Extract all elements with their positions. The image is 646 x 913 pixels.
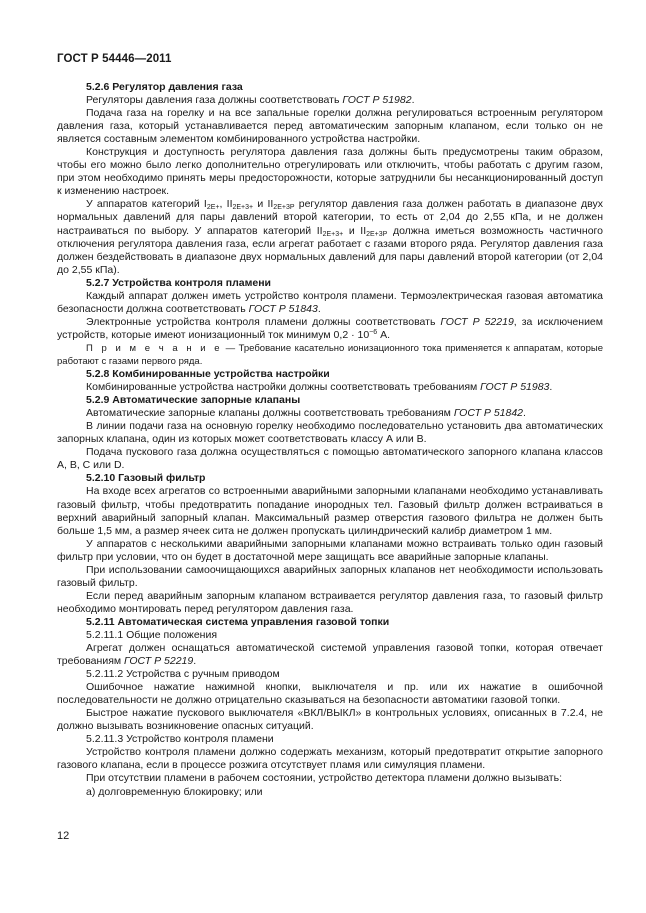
standard-reference: ГОСТ Р 51843 (248, 302, 318, 315)
paragraph-text: Каждый аппарат должен иметь устройство контроля пламени. Термоэлектрическая газовая автоматика безопасности должна соответствовать (57, 289, 603, 315)
subsection-5-2-11-1-paragraph-1 (57, 642, 603, 668)
category-subscript: 2E+3P (273, 204, 295, 212)
category-subscript: 2E+3P (366, 230, 388, 238)
paragraph-text: Автоматические запорные клапаны должны соответствовать требованиям (86, 407, 454, 420)
note-label: П р и м е ч а н и е (86, 342, 223, 354)
paragraph-text: У аппаратов категорий I (86, 198, 207, 211)
standard-reference: ГОСТ Р 51982 (342, 94, 412, 107)
list-item-a: а) долговременную блокировку; или (86, 785, 263, 798)
paragraph-text: . (193, 655, 197, 668)
section-5-2-10-paragraph-4: Если перед аварийным запорным клапаном встраивается регулятор давления газа, то газовый фильтр необходимо монтировать перед регулятором давления газа. (57, 589, 603, 615)
section-5-2-9-heading: 5.2.9 Автоматические запорные клапаны (86, 394, 301, 407)
section-5-2-6-paragraph-1 (57, 94, 603, 107)
standard-reference: ГОСТ Р 52219 (440, 315, 514, 328)
section-5-2-10-paragraph-3: При использовании самоочищающихся аварийных запорных клапанов нет необходимости использовать газовый фильтр. (57, 563, 603, 589)
subsection-5-2-11-3-paragraph-1: Устройство контроля пламени должно содержать механизм, который предотвратит открытие запорного газового клапана, если в процессе розжига отсутствует пламя или симуляция пламени. (57, 746, 603, 772)
section-5-2-6-paragraph-3: Конструкция и доступность регулятора давления газа должны быть предусмотрены таким образом, чтобы его можно было легко дополнительно отрегулировать или отключить, чтобы работать с другим газом, при этом необходимо принять меры предосторожности, которые затруднили бы несанкционированный доступ к изменению настроек. (57, 146, 603, 198)
paragraph-text: Агрегат должен оснащаться автоматической системой управления газовой топки, которая отвечает требованиям (57, 642, 603, 668)
subsection-5-2-11-3-paragraph-2: При отсутствии пламени в рабочем состоянии, устройство детектора пламени должно вызывать: (86, 772, 563, 785)
paragraph-text: . (411, 94, 415, 107)
standard-reference: ГОСТ Р 52219 (124, 655, 194, 668)
standard-reference: ГОСТ Р 51842 (453, 407, 524, 420)
paragraph-text: , за исключением устройств, которые имеют ионизационный ток минимум 0,2 · 10 (57, 315, 603, 341)
category-subscript: 2E+3+ (322, 230, 344, 238)
page-number: 12 (57, 830, 70, 842)
paragraph-text: . (549, 381, 553, 394)
standard-reference: ГОСТ Р 51983 (480, 381, 550, 394)
subsection-5-2-11-1-heading: 5.2.11.1 Общие положения (86, 628, 218, 641)
paragraph-text: Комбинированные устройства настройки должны соответствовать требованиям (86, 381, 481, 394)
section-5-2-9-paragraph-1 (57, 407, 603, 420)
paragraph-text: А. (377, 328, 390, 341)
paragraph-text: и II (253, 198, 274, 211)
section-5-2-9-paragraph-3: Подача пускового газа должна осуществляться с помощью автоматического запорного клапана классов А, В, С или D. (57, 446, 603, 472)
note (57, 342, 603, 368)
note-text: — Требование касательно ионизационного тока применяется к аппаратам, которые работают с газами первого ряда. (57, 342, 603, 367)
paragraph-text: , II (219, 198, 233, 211)
section-5-2-10-heading: 5.2.10 Газовый фильтр (86, 472, 206, 485)
section-5-2-9-paragraph-2: В линии подачи газа на основную горелку необходимо последовательно установить два автоматических запорных клапана, один из которых может соответствовать классу А или В. (57, 420, 603, 446)
section-5-2-6-paragraph-4 (57, 198, 603, 276)
section-5-2-10-paragraph-2: У аппаратов с несколькими аварийными запорными клапанами можно встраивать только один газовый фильтр при условии, что он будет в достаточной мере защищать все аварийные запорные клапаны. (57, 537, 603, 563)
section-5-2-7-paragraph-2 (57, 316, 603, 342)
section-5-2-7-heading: 5.2.7 Устройства контроля пламени (86, 276, 272, 289)
subsection-5-2-11-3-heading: 5.2.11.3 Устройство контроля пламени (86, 733, 274, 746)
section-5-2-8-paragraph-1 (57, 381, 603, 394)
section-5-2-7-paragraph-1 (57, 290, 603, 316)
document-header: ГОСТ Р 54446—2011 (57, 53, 172, 65)
section-5-2-11-heading: 5.2.11 Автоматическая система управления газовой топки (86, 615, 390, 628)
paragraph-text: Регуляторы давления газа должны соответствовать (86, 94, 343, 107)
paragraph-text: . (317, 302, 321, 315)
category-subscript: 2E+ (206, 204, 220, 212)
exponent: −6 (369, 328, 378, 336)
paragraph-text: регулятор давления газа должен работать в диапазоне двух нормальных давлений для пары давлений второй категории, то есть от 2,04 до 2,55 кПа, и не должен настраиваться по выбору. У аппаратов категорий II (57, 198, 604, 237)
section-5-2-6-paragraph-2: Подача газа на горелку и на все запальные горелки должна регулироваться встроенным регулятором давления газа, который устанавливается перед автоматическим запорным клапаном, если только он не является составным элементом комбинированного устройства настройки. (57, 107, 603, 146)
paragraph-text: . (523, 407, 526, 420)
paragraph-text: должна иметься возможность частичного отключения регулятора давления газа, если агрегат работает с газами второго ряда. Регулятор давления газа должен бездействовать в диапазоне двух нормальных давлений для пары давлений второй категории (от 2,04 до 2,55 кПа). (57, 224, 603, 276)
category-subscript: 2E+3+ (232, 204, 254, 212)
section-5-2-10-paragraph-1: На входе всех агрегатов со встроенными аварийными запорными клапанами необходимо устанавливать газовый фильтр, чтобы предотвратить попадание инородных тел. Газовый фильтр должен встраиваться в верхний аварийный запорный клапан. Максимальный размер отверстия газового фильтра не должен быть больше 1,5 мм, а размер ячеек сита не должен пропускать цилиндрический калибр диаметром 1 мм. (57, 485, 603, 537)
subsection-5-2-11-2-paragraph-1: Ошибочное нажатие нажимной кнопки, выключателя и пр. или их нажатие в ошибочной последовательности не должно отрицательно сказываться на безопасности автоматики газовой топки. (57, 681, 603, 707)
page-body (57, 81, 603, 799)
section-5-2-6-heading: 5.2.6 Регулятор давления газа (86, 81, 243, 93)
paragraph-text: Электронные устройства контроля пламени должны соответствовать (86, 315, 441, 328)
paragraph-text: и II (343, 224, 367, 237)
subsection-5-2-11-2-paragraph-2: Быстрое нажатие пускового выключателя «ВКЛ/ВЫКЛ» в контрольных условиях, описанных в 7.2.4, не должно вызывать возникновение опасных ситуаций. (57, 707, 603, 733)
section-5-2-8-heading: 5.2.8 Комбинированные устройства настройки (86, 368, 330, 381)
subsection-5-2-11-2-heading: 5.2.11.2 Устройства с ручным приводом (86, 668, 280, 681)
